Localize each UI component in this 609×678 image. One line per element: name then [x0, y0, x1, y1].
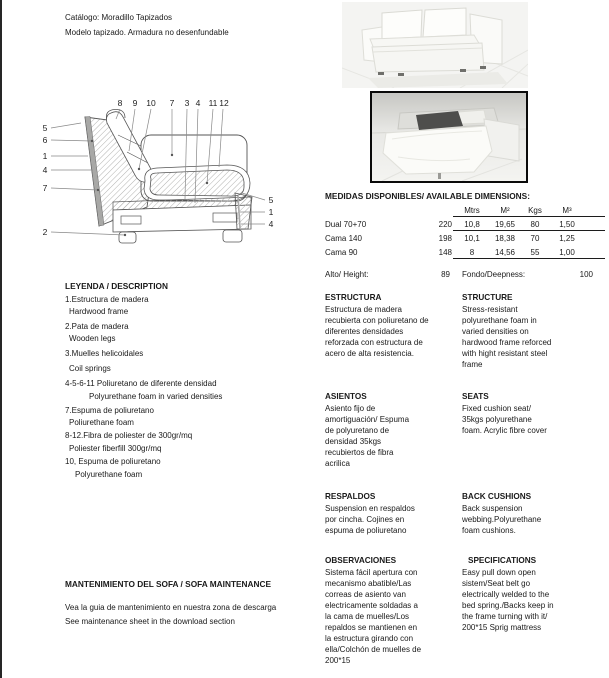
- section-title-en: STRUCTURE: [462, 293, 513, 302]
- legend-line: Polyurethane foam in varied densities: [89, 392, 223, 401]
- page-left-border: [0, 0, 2, 678]
- sofa-cross-section-diagram: [35, 93, 285, 253]
- section-observaciones: [325, 556, 425, 666]
- diagram-label-left-2: 2: [42, 227, 48, 237]
- sofa-closed-photo: [342, 2, 528, 88]
- table-row: [325, 231, 607, 245]
- legend-title: LEYENDA / DESCRIPTION: [65, 281, 168, 291]
- section-body-en: Stress-resistant polyurethane foam in varied densities on hardwood frame reforced with hight resistant steel frame: [462, 305, 552, 369]
- diagram-label-top-7: 7: [169, 98, 175, 108]
- diagram-label-top-12: 12: [219, 98, 229, 108]
- row-mtrs: 10,1: [464, 233, 480, 243]
- catalog-header: [65, 10, 229, 40]
- row-label: Cama 140: [325, 233, 362, 243]
- row-m2: 14,56: [494, 247, 516, 257]
- dimensions-table: [325, 204, 607, 259]
- section-body-en: Fixed cushion seat/ 35kgs polyurethane foam. Acrylic fibre cover: [462, 404, 547, 435]
- legend: [65, 281, 295, 481]
- diagram-label-left-1: 1: [42, 151, 48, 161]
- dimensions-header-row: [325, 204, 607, 217]
- legend-line: 1.Estructura de madera: [65, 295, 149, 304]
- height-depth-row: [325, 270, 607, 282]
- row-m3: 1,25: [559, 233, 575, 243]
- table-row: [325, 245, 607, 259]
- diagram-label-top-9: 9: [132, 98, 138, 108]
- col-header-mtrs: Mtrs: [464, 206, 480, 215]
- row-mtrs: 8: [469, 247, 475, 257]
- row-width: 148: [438, 247, 452, 257]
- col-header-m2: M²: [500, 206, 510, 215]
- row-m3: 1,00: [559, 247, 575, 257]
- col-header-kgs: Kgs: [528, 206, 542, 215]
- legend-line: Poliurethane foam: [69, 418, 134, 427]
- row-label: Dual 70+70: [325, 219, 367, 229]
- section-seats: [462, 392, 550, 436]
- diagram-label-left-7: 7: [42, 183, 48, 193]
- diagram-label-left-6: 6: [42, 135, 48, 145]
- diagram-label-top-10: 10: [146, 98, 156, 108]
- diagram-label-top-11: 11: [208, 98, 218, 108]
- diagram-label-left-5: 5: [42, 123, 48, 133]
- legend-line: Coil springs: [69, 364, 111, 373]
- section-title-en: SEATS: [462, 392, 489, 401]
- section-body-en: Easy pull down open sistem/Seat belt go electrically welded to the bed spring./Backs keep in the frame turning with it/ 200*15 Sprig mattress: [462, 568, 554, 632]
- row-kgs: 55: [530, 247, 540, 257]
- maintenance-line-en: See maintenance sheet in the download section: [65, 617, 235, 626]
- section-body-es: Suspension en respaldos por cincha. Cojines en espuma de poliuretano: [325, 504, 415, 535]
- diagram-label-top-4: 4: [195, 98, 201, 108]
- section-title-es: ESTRUCTURA: [325, 293, 382, 302]
- legend-line: 4-5-6-11 Poliuretano de diferente densidad: [65, 379, 217, 388]
- legend-line: Hardwood frame: [69, 307, 129, 316]
- legend-line: 3.Muelles helicoidales: [65, 349, 144, 358]
- row-width: 220: [438, 219, 452, 229]
- catalog-title: Catálogo: Moradillo Tapizados: [65, 13, 173, 22]
- maintenance-title: MANTENIMIENTO DEL SOFA / SOFA MAINTENANCE: [65, 579, 272, 589]
- section-body-es: Estructura de madera recubierta con poliuretano de diferentes densidades reforzada con estructura de acero de alta resistencia.: [325, 305, 429, 358]
- row-m2: 19,65: [494, 219, 516, 229]
- depth-label: Fondo/Deepness:: [462, 270, 526, 279]
- legend-line: 7.Espuma de poliuretano: [65, 406, 154, 415]
- legend-line: 8-12.Fibra de poliester de 300gr/mq: [65, 431, 193, 440]
- row-width: 198: [438, 233, 452, 243]
- diagram-label-right-1: 1: [268, 207, 274, 217]
- legend-line: 2.Pata de madera: [65, 322, 129, 331]
- section-title-en: BACK CUSHIONS: [462, 492, 532, 501]
- row-m3: 1,50: [559, 219, 575, 229]
- section-estructura: [325, 293, 433, 359]
- model-subtitle: Modelo tapizado. Armadura no desenfundable: [65, 28, 229, 37]
- section-title-es: RESPALDOS: [325, 492, 376, 501]
- table-rule: [453, 258, 605, 259]
- height-label: Alto/ Height:: [325, 270, 369, 279]
- diagram-label-right-5: 5: [268, 195, 274, 205]
- cross-section-svg: [35, 93, 285, 253]
- diagram-label-top-3: 3: [184, 98, 190, 108]
- section-structure: [462, 293, 554, 370]
- sofa-bed-open-photo: [370, 91, 528, 183]
- sofa-bed-illustration: [372, 93, 526, 181]
- col-header-m3: M³: [562, 206, 572, 215]
- diagram-label-left-4: 4: [42, 165, 48, 175]
- row-m2: 18,38: [494, 233, 516, 243]
- table-row: [325, 217, 607, 231]
- section-respaldos: [325, 492, 425, 536]
- section-back-cushions: [462, 492, 548, 536]
- maintenance-line-es: Vea la guia de mantenimiento en nuestra zona de descarga: [65, 603, 277, 612]
- row-kgs: 80: [530, 219, 540, 229]
- section-title-es: OBSERVACIONES: [325, 556, 397, 565]
- height-value: 89: [441, 270, 450, 279]
- section-asientos: [325, 392, 420, 469]
- legend-line: Poliester fiberfill 300gr/mq: [69, 444, 162, 453]
- diagram-label-right-4: 4: [268, 219, 274, 229]
- row-kgs: 70: [530, 233, 540, 243]
- legend-line: Polyurethane foam: [75, 470, 143, 479]
- legend-line: Wooden legs: [69, 334, 116, 343]
- row-label: Cama 90: [325, 247, 358, 257]
- section-title-es: ASIENTOS: [325, 392, 367, 401]
- depth-value: 100: [579, 270, 593, 279]
- legend-line: 10, Espuma de poliuretano: [65, 457, 161, 466]
- section-body-es: Sistema fácil apertura con mecanismo abatible/Las correas de asiento van electricamente soldadas a la cama de muelles/Los repaldos se mantienen en la estructura girando con ella/Colchón de muelles de 200*15: [325, 568, 422, 665]
- section-title-en: SPECIFICATIONS: [468, 556, 537, 565]
- section-specifications: [462, 556, 554, 633]
- section-body-es: Asiento fijo de amortiguación/ Espuma de polyuretano de densidad 35kgs recubiertos de fibra acrilica: [325, 404, 410, 468]
- diagram-label-top-8: 8: [117, 98, 123, 108]
- row-mtrs: 10,8: [464, 219, 480, 229]
- section-body-en: Back suspension webbing.Polyurethane foam cushions.: [462, 504, 542, 535]
- dimensions-title: MEDIDAS DISPONIBLES/ AVAILABLE DIMENSIONS:: [325, 191, 530, 201]
- sofa-closed-illustration: [342, 2, 528, 88]
